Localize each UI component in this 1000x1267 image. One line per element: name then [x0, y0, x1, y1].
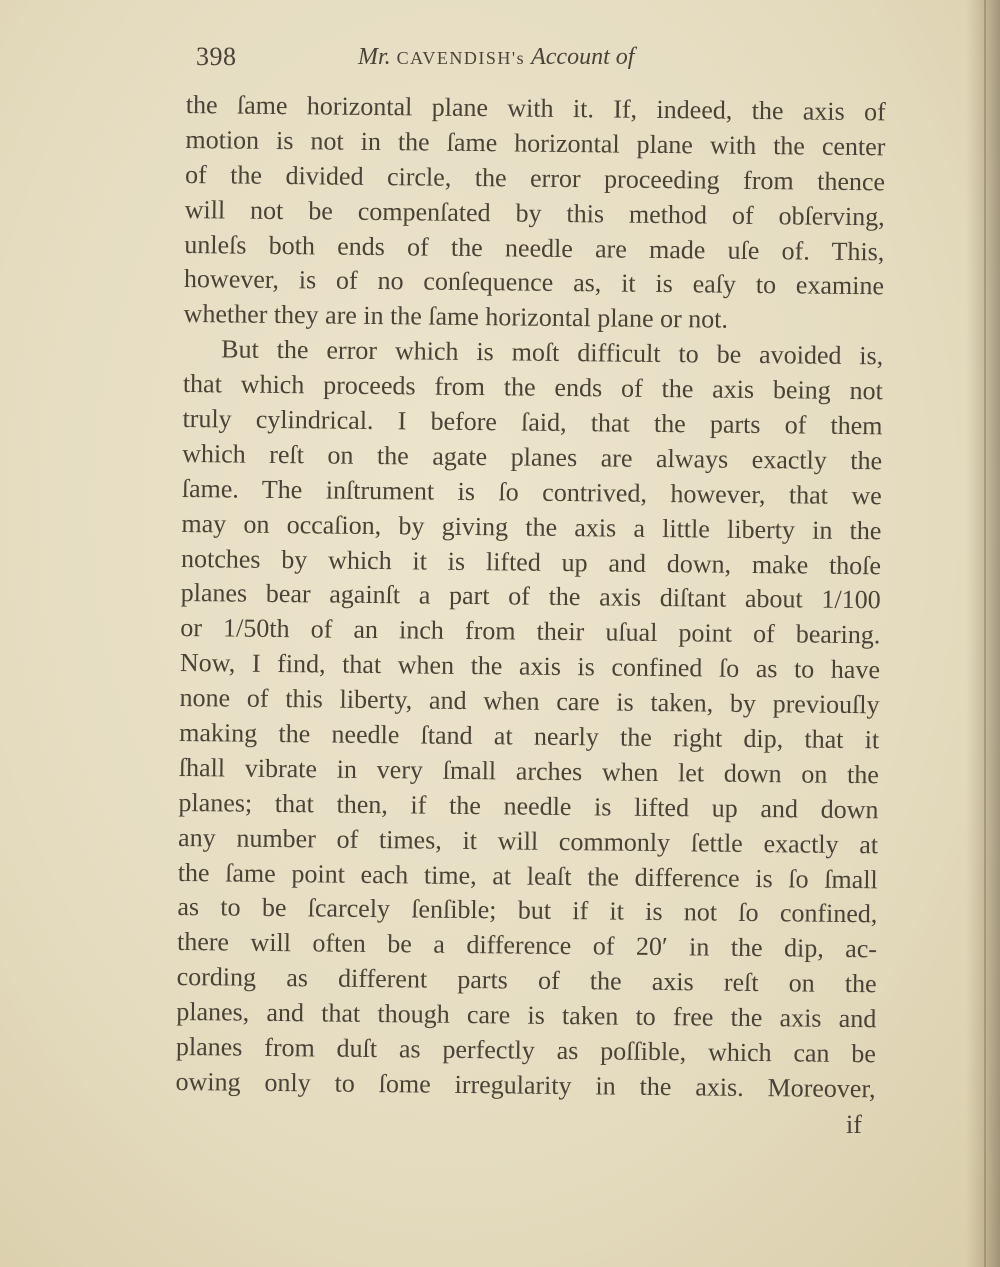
running-head [358, 44, 634, 71]
running-head-prefix: Mr. [358, 44, 391, 70]
text-line: planes bear againſt a part of the axis diſtant about 1/100 [180, 578, 881, 615]
text-line: there will often be a difference of 20′ in the dip, ac- [176, 927, 878, 964]
text-line: notches by which it is lifted up and down, make thoſe [180, 543, 882, 580]
text-line: that which proceeds from the ends of the axis being not [182, 369, 884, 406]
text-line: truly cylindrical. I before ſaid, that the parts of them [182, 403, 883, 441]
catchword: if [846, 1110, 862, 1139]
running-head-name: CAVENDISH's [396, 48, 526, 68]
text-line: unleſs both ends of the needle are made uſe of. This, [184, 229, 885, 266]
text-line: of the divided circle, the error proceeding from thence [184, 159, 886, 197]
text-line: or 1/50th of an inch from their uſual point of bearing. [180, 613, 881, 650]
text-line: however, is of no conſequence as, it is eaſy to examine [183, 264, 885, 301]
text-line: whether they are in the ſame horizontal plane or not. [183, 299, 729, 335]
text-line: the ſame horizontal plane with it. If, indeed, the axis of [185, 89, 886, 127]
page-number: 398 [196, 42, 237, 71]
text-line: making the needle ſtand at nearly the right dip, that it [179, 717, 880, 755]
text-line: may on occaſion, by giving the axis a little liberty in the [181, 508, 882, 545]
running-head-suffix: Account of [531, 44, 635, 70]
text-line: motion is not in the ſame horizontal plane with the center [185, 124, 886, 162]
body-text [175, 88, 886, 1107]
text-line: cording as different parts of the axis reſt on the [176, 962, 877, 999]
text-line: none of this liberty, and when care is taken, by previouſly [179, 683, 880, 720]
text-line: which reſt on the agate planes are always exactly the [182, 438, 883, 476]
text-line: owing only to ſome irregularity in the axis. Moreover, [175, 1066, 876, 1104]
page-gutter-shadow [966, 0, 1000, 1267]
text-line: will not be compenſated by this method of obſerving, [184, 194, 885, 231]
text-line: as to be ſcarcely ſenſible; but if it is not ſo confined, [177, 892, 878, 929]
page-header [196, 40, 796, 80]
text-line: planes from duſt as perfectly as poſſible, which can be [175, 1031, 877, 1069]
text-line: any number of times, it will commonly ſettle exactly at [178, 822, 879, 859]
text-line: the ſame point each time, at leaſt the difference is ſo ſmall [177, 857, 878, 894]
text-line: ſame. The inſtrument is ſo contrived, however, that we [181, 473, 882, 511]
text-line: planes, and that though care is taken to free the axis and [176, 997, 877, 1034]
paragraph-start-line: But the error which is moſt difficult to be avoided is, [221, 334, 884, 371]
text-line: Now, I find, that when the axis is confined ſo as to have [179, 648, 881, 685]
page-gutter-line [984, 0, 986, 1267]
text-line: planes; that then, if the needle is lifted up and down [178, 787, 879, 825]
text-line: ſhall vibrate in very ſmall arches when let down on the [178, 752, 879, 790]
